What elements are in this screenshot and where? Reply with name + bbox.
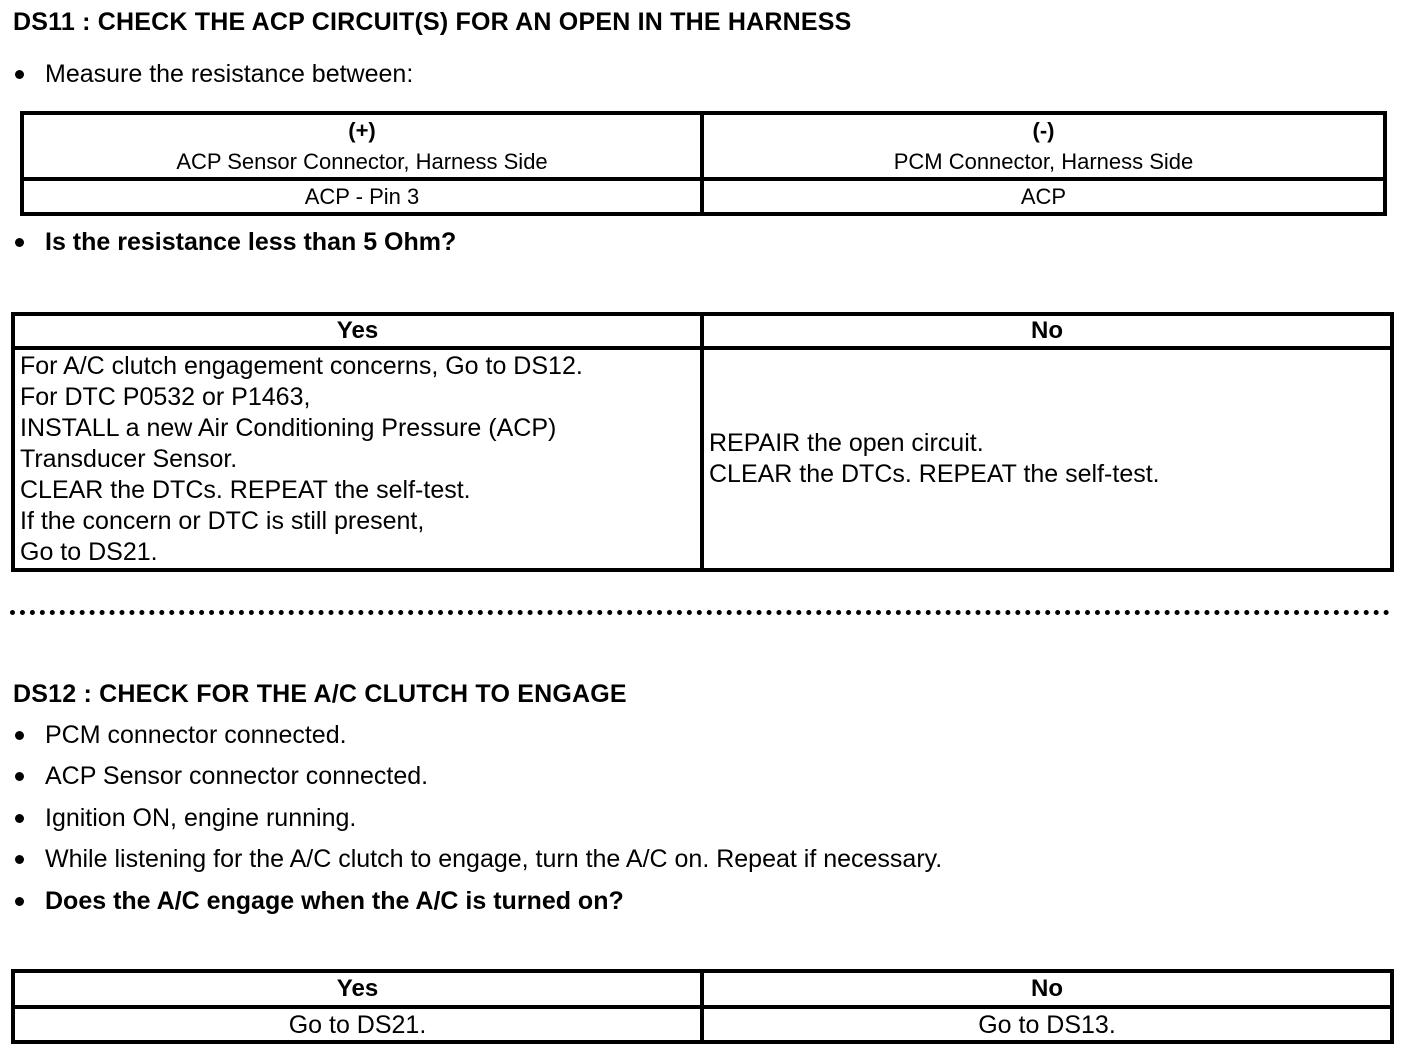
table-row bbox=[13, 314, 1392, 348]
yes-line: For DTC P0532 or P1463, bbox=[20, 382, 311, 411]
minus-value-cell: ACP bbox=[702, 179, 1385, 214]
ds11-intro-text: Measure the resistance between: bbox=[45, 60, 414, 88]
plus-symbol: (+) bbox=[348, 118, 376, 143]
bullet-icon bbox=[15, 731, 24, 740]
yes-line: INSTALL a new Air Conditioning Pressure (ACP) bbox=[20, 413, 557, 442]
ds11-title: DS11 : CHECK THE ACP CIRCUIT(S) FOR AN OPEN IN THE HARNESS bbox=[13, 8, 852, 36]
yes-line: Transducer Sensor. bbox=[20, 444, 238, 473]
bullet-icon bbox=[15, 70, 24, 79]
ds12-step bbox=[15, 845, 942, 874]
section-divider bbox=[10, 610, 1390, 615]
yes-header: Yes bbox=[13, 971, 702, 1007]
yes-header: Yes bbox=[13, 314, 702, 348]
bullet-icon bbox=[15, 238, 24, 247]
ds12-result-table bbox=[11, 969, 1394, 1044]
yes-action-cell bbox=[13, 348, 702, 570]
no-value-cell: Go to DS13. bbox=[702, 1007, 1392, 1042]
ds12-step-text: ACP Sensor connector connected. bbox=[45, 762, 429, 790]
table-row bbox=[13, 971, 1392, 1007]
no-line: CLEAR the DTCs. REPEAT the self-test. bbox=[709, 460, 1160, 488]
ds12-step bbox=[15, 804, 356, 833]
minus-header-cell bbox=[702, 113, 1385, 179]
plus-header-cell bbox=[22, 113, 702, 179]
ds11-question-text: Is the resistance less than 5 Ohm? bbox=[45, 228, 457, 256]
ds12-step bbox=[15, 762, 428, 791]
bullet-icon bbox=[15, 814, 24, 823]
ds11-measure-table bbox=[20, 111, 1387, 216]
no-header: No bbox=[702, 314, 1392, 348]
yes-line: For A/C clutch engagement concerns, Go to DS12. bbox=[20, 351, 583, 380]
ds12-step-text: PCM connector connected. bbox=[45, 721, 347, 749]
ds12-step bbox=[15, 721, 347, 750]
bullet-icon bbox=[15, 772, 24, 781]
ds12-title: DS12 : CHECK FOR THE A/C CLUTCH TO ENGAGE bbox=[13, 680, 627, 708]
ds11-intro bbox=[15, 60, 413, 89]
ds12-step-text: While listening for the A/C clutch to engage, turn the A/C on. Repeat if necessary. bbox=[45, 845, 943, 873]
ds11-question bbox=[15, 228, 456, 257]
no-action-cell bbox=[702, 348, 1392, 570]
yes-line: If the concern or DTC is still present, bbox=[20, 506, 425, 535]
no-line: REPAIR the open circuit. bbox=[709, 429, 984, 457]
bullet-icon bbox=[15, 855, 24, 864]
plus-value-cell: ACP - Pin 3 bbox=[22, 179, 702, 214]
yes-line: Go to DS21. bbox=[20, 537, 158, 566]
yes-line: CLEAR the DTCs. REPEAT the self-test. bbox=[20, 475, 471, 504]
yes-value-cell: Go to DS21. bbox=[13, 1007, 702, 1042]
minus-symbol: (-) bbox=[1032, 118, 1055, 143]
table-row bbox=[13, 1007, 1392, 1042]
table-row bbox=[22, 179, 1385, 214]
ds12-step-text: Ignition ON, engine running. bbox=[45, 804, 357, 832]
bullet-icon bbox=[15, 897, 24, 906]
plus-label: ACP Sensor Connector, Harness Side bbox=[176, 149, 548, 174]
ds11-result-table bbox=[11, 312, 1394, 572]
no-header: No bbox=[702, 971, 1392, 1007]
minus-label: PCM Connector, Harness Side bbox=[893, 149, 1194, 174]
ds12-question bbox=[15, 887, 624, 916]
table-row bbox=[22, 113, 1385, 179]
table-row bbox=[13, 348, 1392, 570]
ds12-question-text: Does the A/C engage when the A/C is turned on? bbox=[45, 887, 624, 915]
